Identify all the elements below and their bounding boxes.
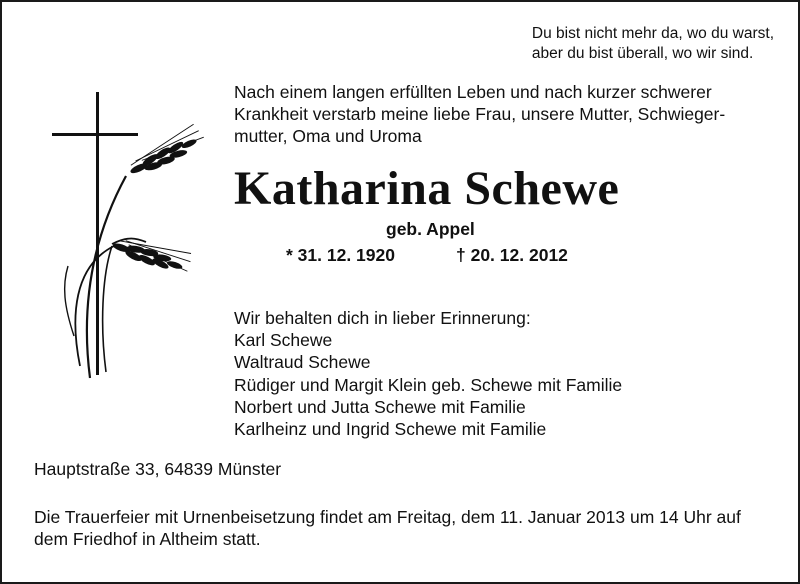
intro-line: mutter, Oma und Uroma [234,126,422,146]
funeral-line: dem Friedhof in Altheim statt. [34,529,261,549]
mourners-line: Waltraud Schewe [234,352,371,373]
funeral-line: Die Trauerfeier mit Urnenbeisetzung findet am Freitag, dem 11. Januar 2013 um 14 Uhr auf [34,507,741,527]
mourners-line: Wir behalten dich in lieber Erinnerung: [234,308,531,328]
birth-date: * 31. 12. 1920 [286,245,395,265]
family-address: Hauptstraße 33, 64839 Münster [34,459,282,479]
intro-line: Nach einem langen erfüllten Leben und nach kurzer schwerer [234,82,712,102]
cross-with-wheat-icon [40,86,210,386]
funeral-details [34,506,782,550]
birth-name: geb. Appel [386,219,475,239]
mourners-line: Karlheinz und Ingrid Schewe mit Familie [234,419,547,440]
mourners-line: Karl Schewe [234,330,333,351]
mourners-line: Rüdiger und Margit Klein geb. Schewe mit Familie [234,374,623,395]
intro-line: Krankheit verstarb meine liebe Frau, unsere Mutter, Schwieger- [234,104,726,124]
quote-line: aber du bist überall, wo wir sind. [531,45,754,62]
mourners-list [234,307,622,440]
deceased-name: Katharina Schewe [234,162,620,215]
quote-line: Du bist nicht mehr da, wo du warst, [531,25,774,42]
memorial-quote [532,24,774,64]
intro-text [234,81,782,147]
death-date: † 20. 12. 2012 [456,245,568,265]
mourners-line: Norbert und Jutta Schewe mit Familie [234,396,526,417]
